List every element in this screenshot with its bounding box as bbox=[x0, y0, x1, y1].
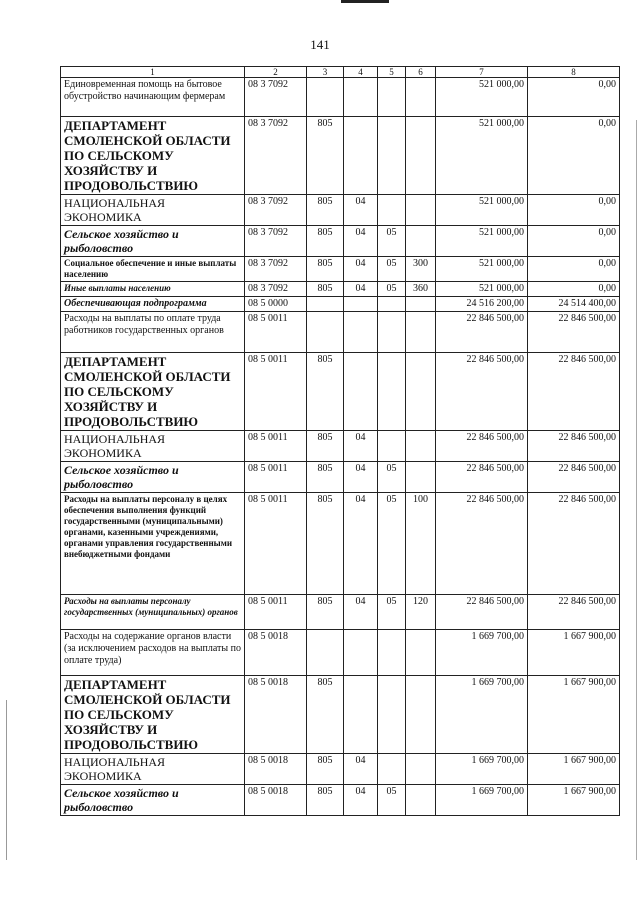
col3-cell bbox=[307, 312, 344, 353]
table-row bbox=[61, 195, 620, 226]
col3-cell: 805 bbox=[307, 282, 344, 297]
col5-cell bbox=[378, 312, 406, 353]
col4-cell: 04 bbox=[344, 431, 378, 462]
table-row bbox=[61, 462, 620, 493]
code-cell: 08 3 7092 bbox=[245, 195, 307, 226]
code-cell: 08 5 0011 bbox=[245, 493, 307, 595]
header-cell-5: 5 bbox=[378, 67, 406, 78]
col6-cell: 100 bbox=[406, 493, 436, 595]
header-cell-1: 1 bbox=[61, 67, 245, 78]
table-row bbox=[61, 257, 620, 282]
col6-cell bbox=[406, 630, 436, 676]
amount-col8-cell: 1 667 900,00 bbox=[528, 676, 620, 754]
col5-cell bbox=[378, 353, 406, 431]
amount-col8-cell: 22 846 500,00 bbox=[528, 493, 620, 595]
col5-cell: 05 bbox=[378, 226, 406, 257]
col4-cell: 04 bbox=[344, 462, 378, 493]
page-number: 141 bbox=[310, 37, 330, 52]
amount-col8-cell: 1 667 900,00 bbox=[528, 785, 620, 816]
budget-table bbox=[60, 66, 620, 816]
name: Сельское хозяйство и рыболовство bbox=[61, 462, 245, 493]
col3-cell: 805 bbox=[307, 257, 344, 282]
amount-col7-cell: 521 000,00 bbox=[436, 117, 528, 195]
col4-cell bbox=[344, 297, 378, 312]
table-row bbox=[61, 754, 620, 785]
amount-col8-cell: 0,00 bbox=[528, 117, 620, 195]
name: Расходы на выплаты персоналу в целях обеспечения выполнения функций государственными (муниципальными) органами, казенными учреждениями, органами управления государственными внебюджетными фондами bbox=[61, 493, 245, 595]
amount-col7-cell: 1 669 700,00 bbox=[436, 785, 528, 816]
table-row bbox=[61, 282, 620, 297]
scan-artifact-left-edge bbox=[6, 700, 7, 860]
header-row bbox=[61, 67, 620, 78]
col3-cell bbox=[307, 297, 344, 312]
amount-col8-cell: 0,00 bbox=[528, 257, 620, 282]
col5-cell bbox=[378, 676, 406, 754]
col5-cell: 05 bbox=[378, 785, 406, 816]
name: ДЕПАРТАМЕНТ СМОЛЕНСКОЙ ОБЛАСТИ ПО СЕЛЬСКОМУ ХОЗЯЙСТВУ И ПРОДОВОЛЬСТВИЮ bbox=[61, 353, 245, 431]
name: Расходы на содержание органов власти (за исключением расходов на выплаты по оплате труда) bbox=[61, 630, 245, 676]
col4-cell bbox=[344, 312, 378, 353]
col6-cell bbox=[406, 117, 436, 195]
col5-cell bbox=[378, 117, 406, 195]
code-cell: 08 5 0011 bbox=[245, 462, 307, 493]
col4-cell bbox=[344, 78, 378, 117]
col4-cell bbox=[344, 630, 378, 676]
code-cell: 08 5 0011 bbox=[245, 595, 307, 630]
amount-col7-cell: 1 669 700,00 bbox=[436, 630, 528, 676]
col6-cell: 120 bbox=[406, 595, 436, 630]
col3-cell bbox=[307, 630, 344, 676]
name: Сельское хозяйство и рыболовство bbox=[61, 226, 245, 257]
name: НАЦИОНАЛЬНАЯ ЭКОНОМИКА bbox=[61, 195, 245, 226]
col6-cell bbox=[406, 312, 436, 353]
name: ДЕПАРТАМЕНТ СМОЛЕНСКОЙ ОБЛАСТИ ПО СЕЛЬСКОМУ ХОЗЯЙСТВУ И ПРОДОВОЛЬСТВИЮ bbox=[61, 676, 245, 754]
col6-cell bbox=[406, 431, 436, 462]
col5-cell: 05 bbox=[378, 282, 406, 297]
code-cell: 08 5 0011 bbox=[245, 431, 307, 462]
col5-cell: 05 bbox=[378, 462, 406, 493]
scan-artifact-right-edge bbox=[636, 120, 637, 860]
col5-cell bbox=[378, 195, 406, 226]
amount-col7-cell: 1 669 700,00 bbox=[436, 676, 528, 754]
col6-cell bbox=[406, 676, 436, 754]
col5-cell: 05 bbox=[378, 595, 406, 630]
col3-cell: 805 bbox=[307, 754, 344, 785]
amount-col8-cell: 0,00 bbox=[528, 195, 620, 226]
col5-cell: 05 bbox=[378, 493, 406, 595]
code-cell: 08 5 0000 bbox=[245, 297, 307, 312]
amount-col8-cell: 1 667 900,00 bbox=[528, 754, 620, 785]
col3-cell: 805 bbox=[307, 353, 344, 431]
code-cell: 08 3 7092 bbox=[245, 226, 307, 257]
col5-cell bbox=[378, 431, 406, 462]
amount-col8-cell: 22 846 500,00 bbox=[528, 462, 620, 493]
name: Социальное обеспечение и иные выплаты населению bbox=[61, 257, 245, 282]
name: Расходы на выплаты по оплате труда работников государственных органов bbox=[61, 312, 245, 353]
table-row bbox=[61, 630, 620, 676]
name: Сельское хозяйство и рыболовство bbox=[61, 785, 245, 816]
col3-cell: 805 bbox=[307, 195, 344, 226]
code-cell: 08 5 0018 bbox=[245, 785, 307, 816]
col6-cell: 360 bbox=[406, 282, 436, 297]
header-cell-8: 8 bbox=[528, 67, 620, 78]
col6-cell bbox=[406, 297, 436, 312]
col6-cell bbox=[406, 78, 436, 117]
table-row bbox=[61, 676, 620, 754]
code-cell: 08 3 7092 bbox=[245, 257, 307, 282]
col4-cell bbox=[344, 353, 378, 431]
col3-cell: 805 bbox=[307, 785, 344, 816]
code-cell: 08 3 7092 bbox=[245, 282, 307, 297]
name: НАЦИОНАЛЬНАЯ ЭКОНОМИКА bbox=[61, 754, 245, 785]
col6-cell bbox=[406, 353, 436, 431]
col4-cell: 04 bbox=[344, 226, 378, 257]
amount-col7-cell: 521 000,00 bbox=[436, 282, 528, 297]
amount-col7-cell: 1 669 700,00 bbox=[436, 754, 528, 785]
code-cell: 08 5 0018 bbox=[245, 676, 307, 754]
header-cell-6: 6 bbox=[406, 67, 436, 78]
col3-cell: 805 bbox=[307, 462, 344, 493]
col5-cell bbox=[378, 297, 406, 312]
col5-cell: 05 bbox=[378, 257, 406, 282]
amount-col8-cell: 0,00 bbox=[528, 282, 620, 297]
col4-cell bbox=[344, 676, 378, 754]
code-cell: 08 3 7092 bbox=[245, 117, 307, 195]
col3-cell: 805 bbox=[307, 431, 344, 462]
col6-cell bbox=[406, 754, 436, 785]
name: Расходы на выплаты персоналу государственных (муниципальных) органов bbox=[61, 595, 245, 630]
amount-col7-cell: 22 846 500,00 bbox=[436, 431, 528, 462]
col6-cell bbox=[406, 785, 436, 816]
col5-cell bbox=[378, 78, 406, 117]
scan-artifact-top bbox=[341, 0, 389, 3]
col4-cell: 04 bbox=[344, 595, 378, 630]
amount-col8-cell: 0,00 bbox=[528, 226, 620, 257]
table-row bbox=[61, 595, 620, 630]
name: ДЕПАРТАМЕНТ СМОЛЕНСКОЙ ОБЛАСТИ ПО СЕЛЬСКОМУ ХОЗЯЙСТВУ И ПРОДОВОЛЬСТВИЮ bbox=[61, 117, 245, 195]
table-row bbox=[61, 78, 620, 117]
code-cell: 08 5 0018 bbox=[245, 754, 307, 785]
amount-col7-cell: 22 846 500,00 bbox=[436, 493, 528, 595]
col6-cell bbox=[406, 462, 436, 493]
table-row bbox=[61, 312, 620, 353]
col4-cell bbox=[344, 117, 378, 195]
table-row bbox=[61, 297, 620, 312]
table-row bbox=[61, 117, 620, 195]
header-cell-4: 4 bbox=[344, 67, 378, 78]
table-row bbox=[61, 431, 620, 462]
amount-col7-cell: 521 000,00 bbox=[436, 78, 528, 117]
col4-cell: 04 bbox=[344, 785, 378, 816]
col4-cell: 04 bbox=[344, 257, 378, 282]
col5-cell bbox=[378, 754, 406, 785]
table-body bbox=[61, 67, 620, 816]
amount-col7-cell: 521 000,00 bbox=[436, 257, 528, 282]
amount-col7-cell: 24 516 200,00 bbox=[436, 297, 528, 312]
col4-cell: 04 bbox=[344, 195, 378, 226]
amount-col8-cell: 22 846 500,00 bbox=[528, 312, 620, 353]
header-cell-3: 3 bbox=[307, 67, 344, 78]
amount-col8-cell: 1 667 900,00 bbox=[528, 630, 620, 676]
table-row bbox=[61, 353, 620, 431]
amount-col7-cell: 22 846 500,00 bbox=[436, 462, 528, 493]
amount-col8-cell: 0,00 bbox=[528, 78, 620, 117]
amount-col8-cell: 24 514 400,00 bbox=[528, 297, 620, 312]
code-cell: 08 5 0011 bbox=[245, 353, 307, 431]
col4-cell: 04 bbox=[344, 282, 378, 297]
col3-cell: 805 bbox=[307, 493, 344, 595]
amount-col7-cell: 521 000,00 bbox=[436, 195, 528, 226]
header-cell-2: 2 bbox=[245, 67, 307, 78]
amount-col7-cell: 22 846 500,00 bbox=[436, 312, 528, 353]
header-cell-7: 7 bbox=[436, 67, 528, 78]
col3-cell: 805 bbox=[307, 226, 344, 257]
code-cell: 08 5 0018 bbox=[245, 630, 307, 676]
table-row bbox=[61, 493, 620, 595]
table-row bbox=[61, 226, 620, 257]
amount-col8-cell: 22 846 500,00 bbox=[528, 431, 620, 462]
code-cell: 08 3 7092 bbox=[245, 78, 307, 117]
amount-col7-cell: 22 846 500,00 bbox=[436, 353, 528, 431]
name: Единовременная помощь на бытовое обустройство начинающим фермерам bbox=[61, 78, 245, 117]
col4-cell: 04 bbox=[344, 493, 378, 595]
col3-cell: 805 bbox=[307, 676, 344, 754]
amount-col7-cell: 22 846 500,00 bbox=[436, 595, 528, 630]
col6-cell bbox=[406, 226, 436, 257]
name: Обеспечивающая подпрограмма bbox=[61, 297, 245, 312]
col3-cell: 805 bbox=[307, 595, 344, 630]
col5-cell bbox=[378, 630, 406, 676]
col3-cell bbox=[307, 78, 344, 117]
amount-col7-cell: 521 000,00 bbox=[436, 226, 528, 257]
table-row bbox=[61, 785, 620, 816]
amount-col8-cell: 22 846 500,00 bbox=[528, 595, 620, 630]
col4-cell: 04 bbox=[344, 754, 378, 785]
name: НАЦИОНАЛЬНАЯ ЭКОНОМИКА bbox=[61, 431, 245, 462]
col3-cell: 805 bbox=[307, 117, 344, 195]
name: Иные выплаты населению bbox=[61, 282, 245, 297]
col6-cell: 300 bbox=[406, 257, 436, 282]
amount-col8-cell: 22 846 500,00 bbox=[528, 353, 620, 431]
col6-cell bbox=[406, 195, 436, 226]
code-cell: 08 5 0011 bbox=[245, 312, 307, 353]
